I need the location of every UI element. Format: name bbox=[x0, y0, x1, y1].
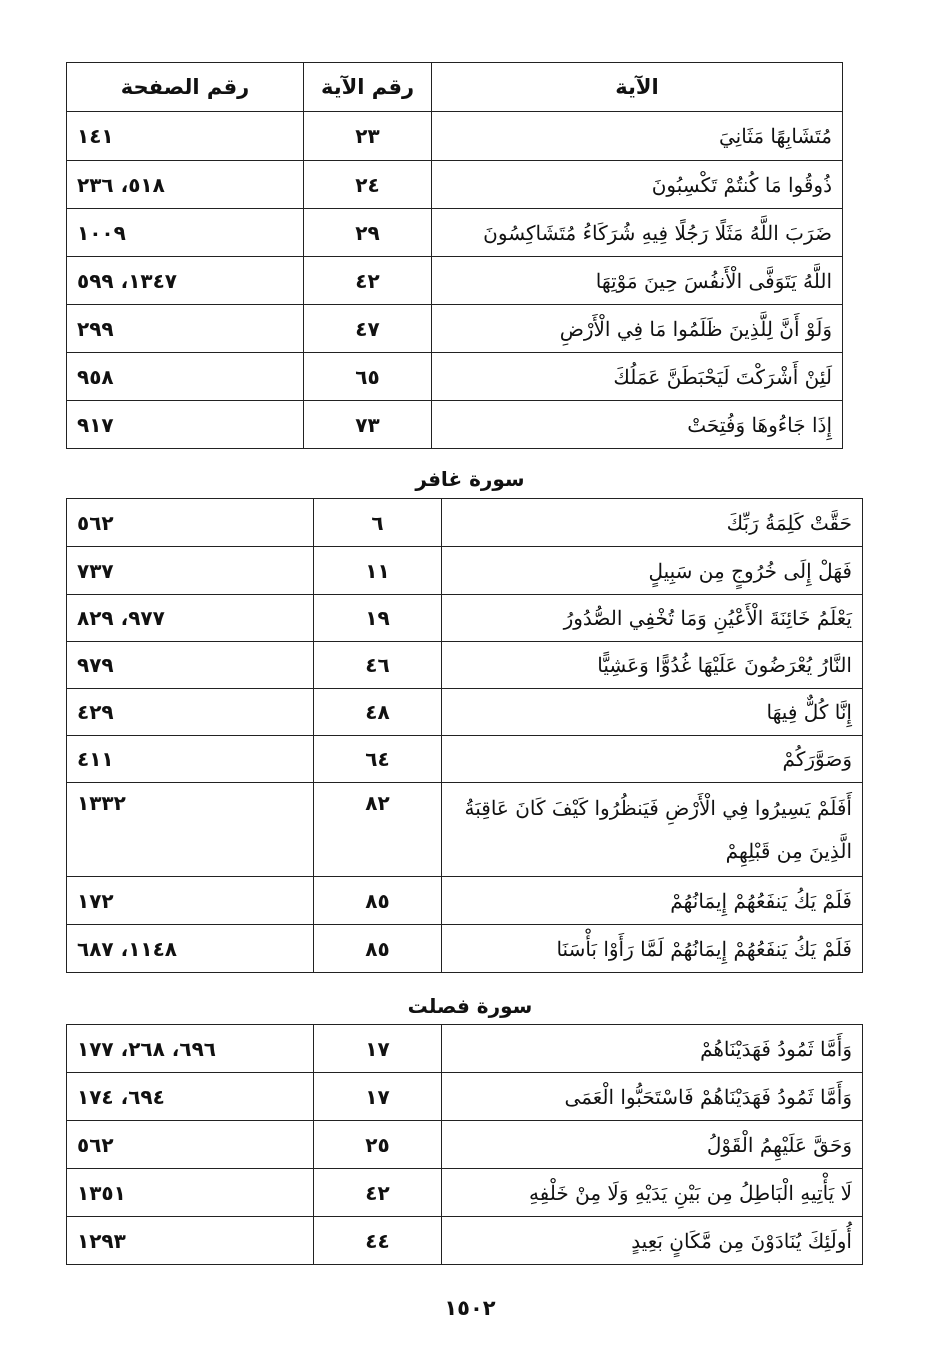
verse-index-table-zumar bbox=[66, 62, 843, 449]
aya-text: أَفَلَمْ يَسِيرُوا فِي الْأَرْضِ فَيَنظُرُوا كَيْفَ كَانَ عَاقِبَةُ الَّذِينَ مِن قَبْلِهِمْ bbox=[442, 783, 863, 877]
verse-number: ٦٥ bbox=[304, 353, 432, 401]
page-ref: ٩٥٨ bbox=[67, 353, 304, 401]
surah-heading-ghafir: سورة غافر bbox=[415, 467, 525, 491]
table-row bbox=[67, 353, 843, 401]
table-row bbox=[67, 1073, 863, 1121]
table-row bbox=[67, 595, 863, 642]
verse-number: ٤٨ bbox=[314, 689, 442, 736]
verse-number: ٦ bbox=[314, 499, 442, 547]
verse-number: ٢٣ bbox=[304, 112, 432, 161]
page-ref: ٩٧٩ bbox=[67, 642, 314, 689]
page-ref: ١٣٣٢ bbox=[67, 783, 314, 877]
aya-text: اللَّهُ يَتَوَفَّى الْأَنفُسَ حِينَ مَوْتِهَا bbox=[432, 257, 843, 305]
table-row bbox=[67, 257, 843, 305]
aya-text: وَصَوَّرَكُمْ bbox=[442, 736, 863, 783]
verse-number: ٢٥ bbox=[314, 1121, 442, 1169]
page-ref: ٤١١ bbox=[67, 736, 314, 783]
table-row bbox=[67, 689, 863, 736]
aya-text: ذُوقُوا مَا كُنتُمْ تَكْسِبُونَ bbox=[432, 161, 843, 209]
page-ref: ١٠٠٩ bbox=[67, 209, 304, 257]
verse-number: ١١ bbox=[314, 547, 442, 595]
header-aya: الآية bbox=[432, 63, 843, 112]
aya-text: ضَرَبَ اللَّهُ مَثَلًا رَجُلًا فِيهِ شُرَكَاءُ مُتَشَاكِسُونَ bbox=[432, 209, 843, 257]
page-ref: ٧٣٧ bbox=[67, 547, 314, 595]
header-page-number: رقم الصفحة bbox=[67, 63, 304, 112]
verse-number: ٤٦ bbox=[314, 642, 442, 689]
verse-number: ٨٢ bbox=[314, 783, 442, 877]
verse-number: ١٧ bbox=[314, 1025, 442, 1073]
aya-text: إِنَّا كُلٌّ فِيهَا bbox=[442, 689, 863, 736]
verse-number: ٨٥ bbox=[314, 877, 442, 925]
page-ref: ١٧٢ bbox=[67, 877, 314, 925]
aya-text: لَا يَأْتِيهِ الْبَاطِلُ مِن بَيْنِ يَدَيْهِ وَلَا مِنْ خَلْفِهِ bbox=[442, 1169, 863, 1217]
page-number: ١٥٠٢ bbox=[444, 1296, 496, 1320]
table-row bbox=[67, 209, 843, 257]
table-row bbox=[67, 1217, 863, 1265]
table-row bbox=[67, 642, 863, 689]
page-ref: ١٢٩٣ bbox=[67, 1217, 314, 1265]
table-row bbox=[67, 305, 843, 353]
table-row bbox=[67, 736, 863, 783]
table-row bbox=[67, 547, 863, 595]
table-row bbox=[67, 112, 843, 161]
table-row bbox=[67, 783, 863, 877]
aya-text: حَقَّتْ كَلِمَةُ رَبِّكَ bbox=[442, 499, 863, 547]
verse-number: ١٩ bbox=[314, 595, 442, 642]
page-ref: ١٣٤٧، ٥٩٩ bbox=[67, 257, 304, 305]
table-header-row bbox=[67, 63, 843, 112]
verse-number: ٦٤ bbox=[314, 736, 442, 783]
page-ref: ٦٩٤، ١٧٤ bbox=[67, 1073, 314, 1121]
aya-text: وَأَمَّا ثَمُودُ فَهَدَيْنَاهُمْ فَاسْتَحَبُّوا الْعَمَى bbox=[442, 1073, 863, 1121]
table-row bbox=[67, 499, 863, 547]
page-ref: ١١٤٨، ٦٨٧ bbox=[67, 925, 314, 973]
verse-number: ٢٩ bbox=[304, 209, 432, 257]
aya-text: مُتَشَابِهًا مَثَانِيَ bbox=[432, 112, 843, 161]
aya-text: لَئِنْ أَشْرَكْتَ لَيَحْبَطَنَّ عَمَلُكَ bbox=[432, 353, 843, 401]
page-ref: ٩١٧ bbox=[67, 401, 304, 449]
verse-number: ٤٤ bbox=[314, 1217, 442, 1265]
page-ref: ٥١٨، ٢٣٦ bbox=[67, 161, 304, 209]
page-ref: ٥٦٢ bbox=[67, 1121, 314, 1169]
page-ref: ١٣٥١ bbox=[67, 1169, 314, 1217]
table-row bbox=[67, 161, 843, 209]
verse-number: ٤٢ bbox=[304, 257, 432, 305]
table-row bbox=[67, 925, 863, 973]
verse-number: ٢٤ bbox=[304, 161, 432, 209]
page-ref: ٦٩٦، ٢٦٨، ١٧٧ bbox=[67, 1025, 314, 1073]
aya-text: وَلَوْ أَنَّ لِلَّذِينَ ظَلَمُوا مَا فِي الْأَرْضِ bbox=[432, 305, 843, 353]
page-ref: ٢٩٩ bbox=[67, 305, 304, 353]
aya-text: فَلَمْ يَكُ يَنفَعُهُمْ إِيمَانُهُمْ bbox=[442, 877, 863, 925]
verse-index-table-fussilat bbox=[66, 1024, 863, 1265]
page-ref: ٤٢٩ bbox=[67, 689, 314, 736]
table-row bbox=[67, 1169, 863, 1217]
verse-number: ٧٣ bbox=[304, 401, 432, 449]
table-row bbox=[67, 401, 843, 449]
aya-text: وَحَقَّ عَلَيْهِمُ الْقَوْلُ bbox=[442, 1121, 863, 1169]
aya-text: أُولَئِكَ يُنَادَوْنَ مِن مَّكَانٍ بَعِيدٍ bbox=[442, 1217, 863, 1265]
verse-number: ٤٧ bbox=[304, 305, 432, 353]
table-row bbox=[67, 1025, 863, 1073]
surah-heading-fussilat: سورة فصلت bbox=[407, 994, 533, 1018]
page-ref: ٩٧٧، ٨٢٩ bbox=[67, 595, 314, 642]
header-verse-number: رقم الآية bbox=[304, 63, 432, 112]
page-ref: ٥٦٢ bbox=[67, 499, 314, 547]
aya-text: إِذَا جَاءُوهَا وَفُتِحَتْ bbox=[432, 401, 843, 449]
verse-index-table-ghafir bbox=[66, 498, 863, 973]
table-row bbox=[67, 1121, 863, 1169]
page-ref: ١٤١ bbox=[67, 112, 304, 161]
aya-text: النَّارُ يُعْرَضُونَ عَلَيْهَا غُدُوًّا وَعَشِيًّا bbox=[442, 642, 863, 689]
aya-text: وَأَمَّا ثَمُودُ فَهَدَيْنَاهُمْ bbox=[442, 1025, 863, 1073]
aya-text: فَهَلْ إِلَى خُرُوجٍ مِن سَبِيلٍ bbox=[442, 547, 863, 595]
verse-number: ٨٥ bbox=[314, 925, 442, 973]
aya-text: فَلَمْ يَكُ يَنفَعُهُمْ إِيمَانُهُمْ لَمَّا رَأَوْا بَأْسَنَا bbox=[442, 925, 863, 973]
table-row bbox=[67, 877, 863, 925]
verse-number: ٤٢ bbox=[314, 1169, 442, 1217]
aya-text: يَعْلَمُ خَائِنَةَ الْأَعْيُنِ وَمَا تُخْفِي الصُّدُورُ bbox=[442, 595, 863, 642]
verse-number: ١٧ bbox=[314, 1073, 442, 1121]
